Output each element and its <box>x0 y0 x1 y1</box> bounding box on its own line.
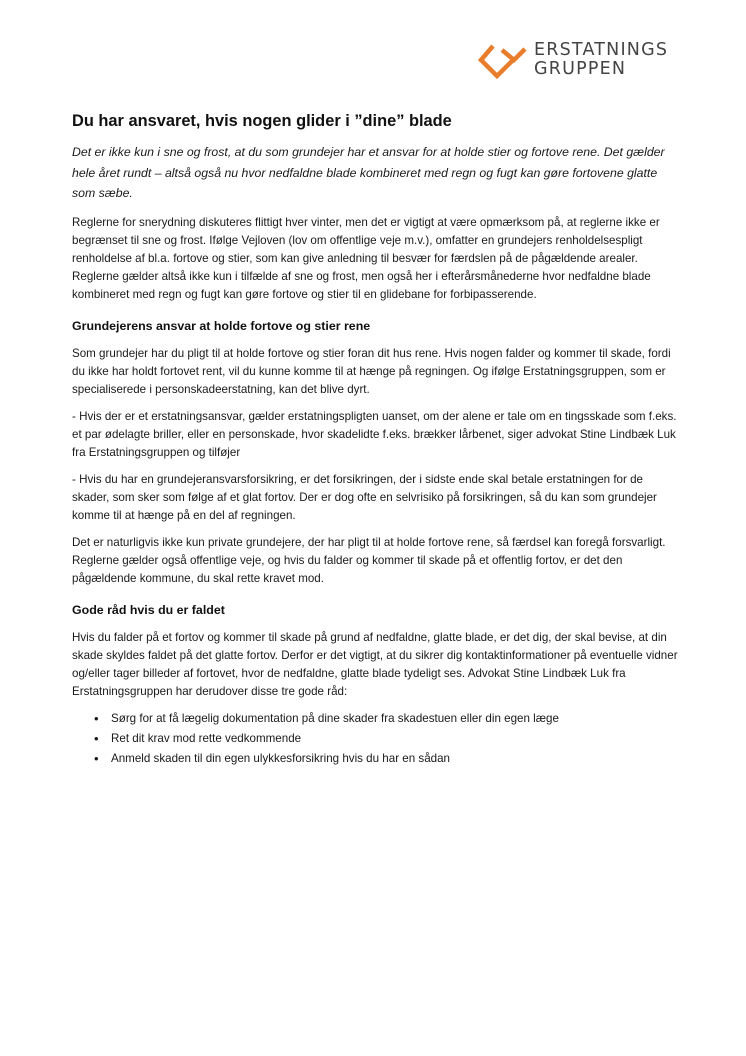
paragraph-3: - Hvis der er et erstatningsansvar, gælder erstatningspligten uanset, om der alene er tale om en tingsskade som f.eks. et par ødelagte briller, eller en personskade, hvor skadelidte f.eks. brækker lårbenet, siger advokat Stine Lindbæk Luk fra Erstatningsgruppen og tilføjer <box>72 409 677 459</box>
logo-line-1: ERSTATNINGS <box>534 40 669 60</box>
article-lead: Det er ikke kun i sne og frost, at du som grundejer har et ansvar for at holde stier og fortove rene. Det gælder hele året rundt – altså også nu hvor nedfaldne blade kombineret med regn og fugt kan gøre fortovene glatte som sæbe. <box>72 145 665 200</box>
paragraph-4: - Hvis du har en grundejeransvarsforsikring, er det forsikringen, der i sidste ende skal betale erstatningen for de skader, som sker som følge af et glat fortov. Der er dog ofte en selvrisiko på forsikringen, så du kan som grundejer komme til at hænge på en del af regningen. <box>72 472 657 522</box>
paragraph-1: Reglerne for snerydning diskuteres flittigt hver vinter, men det er vigtigt at være opmærksom på, at reglerne ikke er begrænset til sne og frost. Ifølge Vejloven (lov om offentlige veje m.v.), omfatter en grundejers renholdelsespligt renholdelse af bl.a. fortove og stier, som kan give anledning til besvær for færdslen på de pågældende arealer. Reglerne gælder altså ikke kun i tilfælde af sne og frost, men også her i efterårsmånederne hvor nedfaldne blade kombineret med regn og fugt kan gøre fortove og stier til en glidebane for forbipasserende. <box>72 215 660 301</box>
list-item: • Anmeld skaden til din egen ulykkesforsikring hvis du har en sådan <box>94 750 678 768</box>
paragraph-2: Som grundejer har du pligt til at holde fortove og stier foran dit hus rene. Hvis nogen falder og kommer til skade, fordi du ikke har holdt fortovet rent, vil du kunne komme til at hænge på regningen. Og ifølge Erstatningsgruppen, som er specialiserede i personskadeerstatning, kan det blive dyrt. <box>72 346 671 396</box>
article-title: Du har ansvaret, hvis nogen glider i ”dine” blade <box>72 112 452 130</box>
logo-chevron-icon <box>478 40 528 80</box>
list-item: • Sørg for at få lægelig dokumentation på dine skader fra skadestuen eller din egen læge <box>94 710 678 728</box>
paragraph-5: Det er naturligvis ikke kun private grundejere, der har pligt til at holde fortove rene, så færdsel kan foregå forsvarligt. Reglerne gælder også offentlige veje, og hvis du falder og kommer til skade på et offentlig fortov, er det den pågældende kommune, du skal rette kravet mod. <box>72 535 666 585</box>
article-body <box>72 111 678 770</box>
advice-list <box>72 710 678 768</box>
section-heading-1: Grundejerens ansvar at holde fortove og stier rene <box>72 318 371 333</box>
logo-wordmark <box>534 41 668 79</box>
list-item: • Ret dit krav mod rette vedkommende <box>94 730 678 748</box>
company-logo <box>478 40 668 80</box>
section-heading-2: Gode råd hvis du er faldet <box>72 602 225 617</box>
paragraph-6: Hvis du falder på et fortov og kommer til skade på grund af nedfaldne, glatte blade, er det dig, der skal bevise, at din skade skyldes faldet på det glatte fortov. Derfor er det vigtigt, at du sikrer dig kontaktinformationer på eventuelle vidner og/eller tager billeder af fortovet, hvor de nedfaldne, glatte blade tydeligt ses. Advokat Stine Lindbæk Luk fra Erstatningsgruppen har derudover disse tre gode råd: <box>72 630 678 698</box>
logo-line-2: GRUPPEN <box>534 59 627 79</box>
